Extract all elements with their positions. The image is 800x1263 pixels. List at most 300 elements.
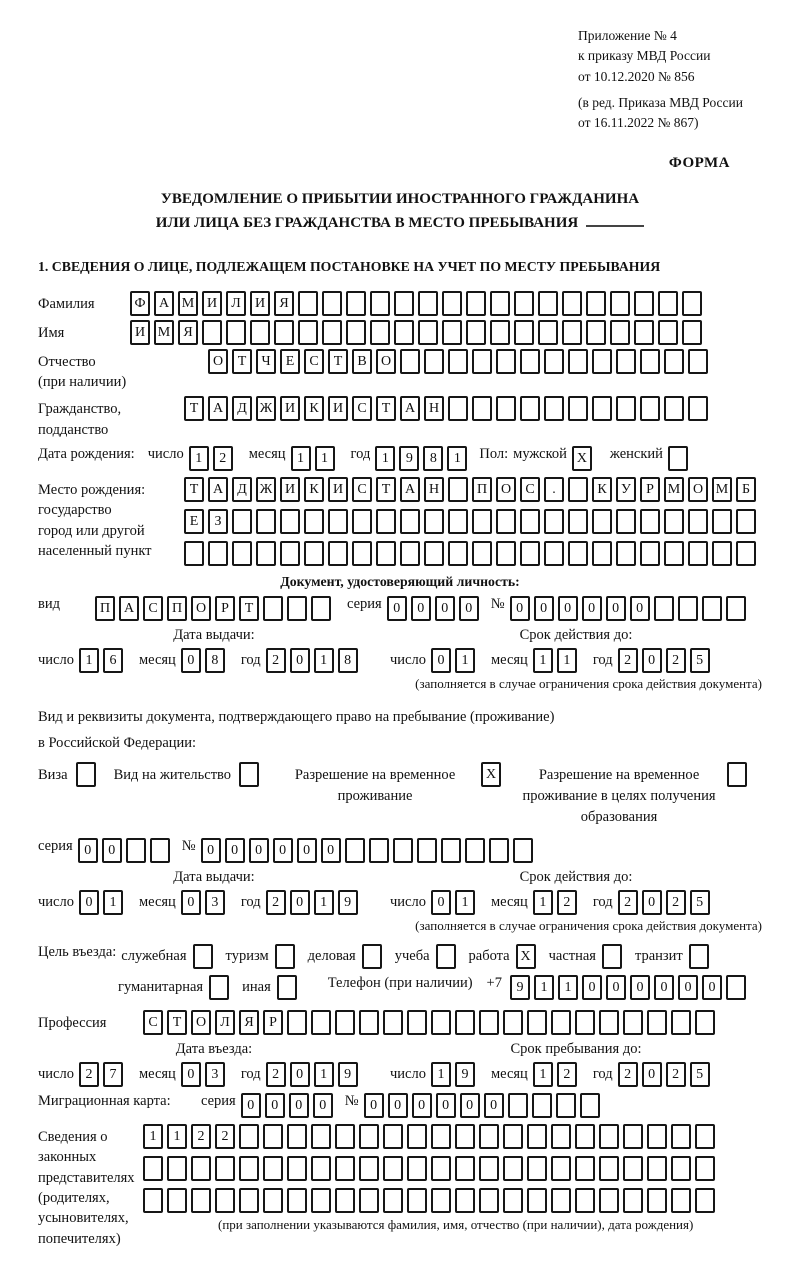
char-cell: И	[280, 396, 300, 421]
char-cell	[544, 541, 564, 566]
char-cell: 1	[557, 648, 577, 673]
option-temp-residence-education-label: Разрешение на временное проживание в целях получения образования	[522, 767, 716, 826]
char-cell: Т	[376, 396, 396, 421]
stay-doc-dates	[38, 869, 762, 938]
birth-year-cells	[375, 446, 471, 471]
char-cell	[688, 509, 708, 534]
char-cell	[538, 320, 558, 345]
char-cell	[671, 1010, 691, 1035]
char-cell	[208, 541, 228, 566]
purpose-humanitarian	[118, 975, 233, 1000]
char-cell: 0	[321, 838, 341, 863]
char-cell: М	[712, 477, 732, 502]
char-cell	[599, 1188, 619, 1213]
char-cell: И	[280, 477, 300, 502]
patronymic-label	[38, 349, 208, 393]
valid-date-group	[390, 627, 762, 696]
entry-date-group	[38, 1041, 390, 1087]
purpose-label: Цель въезда:	[38, 944, 117, 961]
header-line: от 10.12.2020 № 856	[578, 68, 695, 84]
char-cell: Ж	[256, 477, 276, 502]
char-cell	[514, 291, 534, 316]
patronymic-row	[38, 349, 762, 393]
char-cell: 1	[455, 890, 475, 915]
char-cell	[586, 291, 606, 316]
char-cell	[562, 320, 582, 345]
purpose-other-checkbox	[277, 975, 297, 1000]
char-cell	[383, 1124, 403, 1149]
representatives-label-line2: законных	[38, 1149, 97, 1166]
number-label: №	[181, 838, 196, 855]
char-cell	[479, 1188, 499, 1213]
char-cell	[682, 320, 702, 345]
char-cell: Р	[263, 1010, 283, 1035]
char-cell	[400, 349, 420, 374]
char-cell: 1	[533, 1062, 553, 1087]
purpose-transit	[635, 944, 713, 969]
char-cell	[455, 1010, 475, 1035]
char-cell	[634, 291, 654, 316]
sex-label: Пол:	[479, 445, 509, 462]
char-cell	[167, 1156, 187, 1181]
name-row	[38, 320, 762, 345]
year-label: год	[350, 445, 371, 462]
citizenship-label	[38, 396, 184, 440]
char-cell	[568, 477, 588, 502]
char-cell	[640, 396, 660, 421]
validity-note: (заполняется в случае ограничения срока действия документа)	[415, 675, 762, 691]
char-cell: 1	[533, 890, 553, 915]
char-cell	[311, 596, 331, 621]
char-cell	[466, 291, 486, 316]
char-cell	[280, 541, 300, 566]
char-cell	[490, 320, 510, 345]
char-cell: 0	[387, 596, 407, 621]
char-cell	[702, 596, 722, 621]
char-cell	[562, 291, 582, 316]
char-cell: 7	[103, 1062, 123, 1087]
char-cell: 5	[690, 1062, 710, 1087]
char-cell: С	[143, 1010, 163, 1035]
doc-number-cells	[510, 596, 750, 621]
stay-valid-date-heading: Срок действия до:	[519, 869, 633, 886]
char-cell	[544, 349, 564, 374]
char-cell	[298, 320, 318, 345]
purpose-official-checkbox	[193, 944, 213, 969]
char-cell: 2	[79, 1062, 99, 1087]
char-cell: 1	[447, 446, 467, 471]
year-label: год	[592, 651, 613, 668]
char-cell	[520, 541, 540, 566]
char-cell	[623, 1156, 643, 1181]
citizenship-label-line1: Гражданство,	[38, 401, 122, 418]
char-cell	[263, 1188, 283, 1213]
char-cell	[479, 1156, 499, 1181]
form-label: ФОРМА	[668, 155, 730, 172]
char-cell	[400, 541, 420, 566]
char-cell: 0	[289, 1093, 309, 1118]
char-cell: С	[520, 477, 540, 502]
birth-place-label-line1: Место рождения:	[38, 481, 146, 498]
purpose-business-label: деловая	[307, 948, 356, 965]
char-cell	[418, 320, 438, 345]
day-label: число	[390, 894, 426, 911]
char-cell: П	[95, 596, 115, 621]
char-cell: 0	[225, 838, 245, 863]
char-cell	[466, 320, 486, 345]
issue-month-cells	[181, 648, 229, 673]
char-cell	[232, 509, 252, 534]
entry-date-heading: Дата въезда:	[175, 1041, 253, 1058]
series-label: серия	[347, 595, 382, 612]
purpose-transit-label: транзит	[634, 948, 683, 965]
representatives-label-line3: представителях	[38, 1169, 135, 1186]
birth-place-label-line3: город или другой	[38, 522, 145, 539]
char-cell	[647, 1156, 667, 1181]
char-cell	[514, 320, 534, 345]
day-label: число	[390, 651, 426, 668]
purpose-private-checkbox	[602, 944, 622, 969]
char-cell: Б	[736, 477, 756, 502]
doc-kind-cells	[95, 596, 335, 621]
char-cell: 1	[79, 648, 99, 673]
char-cell	[311, 1156, 331, 1181]
stay-doc-number-cells	[201, 838, 537, 863]
issue-year-cells	[266, 648, 362, 673]
char-cell	[322, 291, 342, 316]
char-cell	[695, 1188, 715, 1213]
purpose-business-checkbox	[362, 944, 382, 969]
char-cell: М	[178, 291, 198, 316]
issue-date-line	[38, 648, 390, 673]
char-cell	[376, 541, 396, 566]
char-cell	[712, 509, 732, 534]
char-cell	[551, 1156, 571, 1181]
char-cell: 2	[266, 890, 286, 915]
char-cell	[407, 1010, 427, 1035]
purpose-humanitarian-checkbox	[209, 975, 229, 1000]
char-cell: Т	[328, 349, 348, 374]
option-temp-residence-checkbox: X	[481, 762, 501, 787]
char-cell: 1	[314, 648, 334, 673]
char-cell: 1	[375, 446, 395, 471]
purpose-other	[242, 975, 301, 1000]
char-cell	[647, 1010, 667, 1035]
char-cell	[202, 320, 222, 345]
char-cell	[383, 1156, 403, 1181]
char-cell	[424, 349, 444, 374]
char-cell: Е	[184, 509, 204, 534]
char-cell: 0	[313, 1093, 333, 1118]
char-cell	[335, 1124, 355, 1149]
doc-kind-label: вид	[38, 595, 60, 612]
char-cell	[538, 291, 558, 316]
stay-valid-date-line	[390, 890, 762, 915]
migration-card-label: Миграционная карта:	[38, 1093, 171, 1110]
char-cell	[455, 1124, 475, 1149]
char-cell	[393, 838, 413, 863]
char-cell	[352, 509, 372, 534]
birth-date-row	[38, 446, 762, 471]
char-cell	[726, 596, 746, 621]
char-cell	[418, 291, 438, 316]
surname-row	[38, 291, 762, 316]
char-cell: И	[328, 396, 348, 421]
stay-doc-intro-line1: Вид и реквизиты документа, подтверждающего право на пребывание (проживание)	[38, 708, 555, 725]
form-title-line1: УВЕДОМЛЕНИЕ О ПРИБЫТИИ ИНОСТРАННОГО ГРАЖДАНИНА	[160, 191, 640, 208]
purpose-work	[469, 944, 540, 969]
char-cell: А	[400, 477, 420, 502]
char-cell	[503, 1156, 523, 1181]
char-cell: 2	[618, 890, 638, 915]
char-cell	[335, 1188, 355, 1213]
purpose-tourism	[226, 944, 299, 969]
char-cell: 3	[205, 1062, 225, 1087]
stay-doc-intro-line2: в Российской Федерации:	[38, 735, 197, 752]
char-cell: И	[328, 477, 348, 502]
entry-year-cells	[266, 1062, 362, 1087]
char-cell	[664, 541, 684, 566]
representatives-cells-row3	[143, 1188, 719, 1213]
purpose-study-checkbox	[436, 944, 456, 969]
char-cell: К	[304, 477, 324, 502]
char-cell	[575, 1124, 595, 1149]
char-cell	[610, 291, 630, 316]
phone-cells	[510, 975, 750, 1000]
purpose-tourism-checkbox	[275, 944, 295, 969]
birth-place-cells-row1	[184, 477, 760, 502]
representatives-label-line4: (родителях,	[38, 1190, 110, 1207]
phone-prefix: +7	[486, 975, 502, 992]
purpose-official	[121, 944, 216, 969]
char-cell	[359, 1188, 379, 1213]
char-cell	[623, 1010, 643, 1035]
char-cell	[448, 349, 468, 374]
char-cell	[441, 838, 461, 863]
entry-day-cells	[79, 1062, 127, 1087]
option-visa-label: Виза	[38, 767, 68, 784]
char-cell	[592, 396, 612, 421]
char-cell	[383, 1188, 403, 1213]
representatives-cells-row1	[143, 1124, 719, 1149]
char-cell	[465, 838, 485, 863]
char-cell	[654, 596, 674, 621]
char-cell: 2	[618, 1062, 638, 1087]
valid-date-line	[390, 648, 762, 673]
char-cell	[599, 1124, 619, 1149]
char-cell: 0	[460, 1093, 480, 1118]
char-cell: 1	[534, 975, 554, 1000]
char-cell: С	[352, 477, 372, 502]
char-cell: А	[208, 477, 228, 502]
char-cell	[369, 838, 389, 863]
year-label: год	[240, 651, 261, 668]
char-cell	[226, 320, 246, 345]
char-cell	[616, 349, 636, 374]
char-cell: А	[208, 396, 228, 421]
char-cell	[616, 396, 636, 421]
day-label: число	[390, 1066, 426, 1083]
entry-month-cells	[181, 1062, 229, 1087]
char-cell: 1	[315, 446, 335, 471]
char-cell	[490, 291, 510, 316]
stay-valid-month-cells	[533, 890, 581, 915]
char-cell: 0	[606, 975, 626, 1000]
char-cell	[671, 1124, 691, 1149]
char-cell	[544, 509, 564, 534]
char-cell: С	[304, 349, 324, 374]
char-cell: 5	[690, 890, 710, 915]
char-cell: О	[191, 596, 211, 621]
purpose-tourism-label: туризм	[225, 948, 269, 965]
char-cell	[658, 320, 678, 345]
purpose-other-label: иная	[242, 979, 271, 996]
char-cell	[682, 291, 702, 316]
char-cell	[335, 1010, 355, 1035]
char-cell	[695, 1124, 715, 1149]
char-cell	[496, 509, 516, 534]
stay-valid-date-group	[390, 869, 762, 938]
issue-day-cells	[79, 648, 127, 673]
profession-cells	[143, 1010, 719, 1035]
char-cell	[580, 1093, 600, 1118]
char-cell	[688, 396, 708, 421]
series-label: серия	[38, 838, 73, 855]
char-cell	[568, 541, 588, 566]
identity-doc-heading: Документ, удостоверяющий личность:	[280, 573, 520, 589]
char-cell: Т	[376, 477, 396, 502]
char-cell: 0	[510, 596, 530, 621]
purpose-work-label: работа	[468, 948, 510, 965]
char-cell	[448, 477, 468, 502]
char-cell: 1	[291, 446, 311, 471]
char-cell	[256, 509, 276, 534]
char-cell: 0	[249, 838, 269, 863]
char-cell: 0	[582, 975, 602, 1000]
char-cell: 0	[241, 1093, 261, 1118]
migration-card-series-cells	[241, 1093, 337, 1118]
birth-place-cells-block	[184, 477, 760, 566]
char-cell	[688, 541, 708, 566]
char-cell	[647, 1188, 667, 1213]
char-cell: 9	[338, 1062, 358, 1087]
citizenship-label-line2: подданство	[38, 421, 109, 438]
char-cell	[370, 320, 390, 345]
char-cell: 2	[266, 1062, 286, 1087]
char-cell	[263, 596, 283, 621]
char-cell: 0	[102, 838, 122, 863]
identity-doc-row	[38, 596, 762, 621]
char-cell: 2	[215, 1124, 235, 1149]
char-cell: 1	[314, 1062, 334, 1087]
valid-month-cells	[533, 648, 581, 673]
char-cell: 1	[189, 446, 209, 471]
char-cell: 0	[630, 596, 650, 621]
char-cell: И	[250, 291, 270, 316]
char-cell	[664, 349, 684, 374]
char-cell: О	[208, 349, 228, 374]
char-cell: 8	[338, 648, 358, 673]
char-cell	[287, 1156, 307, 1181]
char-cell	[442, 291, 462, 316]
char-cell	[455, 1188, 475, 1213]
char-cell	[335, 1156, 355, 1181]
char-cell	[448, 396, 468, 421]
char-cell	[407, 1124, 427, 1149]
char-cell	[359, 1156, 379, 1181]
purpose-private	[549, 944, 626, 969]
char-cell	[448, 509, 468, 534]
char-cell: 2	[191, 1124, 211, 1149]
month-label: месяц	[490, 1066, 528, 1083]
name-label: Имя	[38, 324, 65, 341]
char-cell: 0	[79, 890, 99, 915]
month-label: месяц	[490, 894, 528, 911]
char-cell	[695, 1156, 715, 1181]
char-cell	[527, 1124, 547, 1149]
issue-date-heading: Дата выдачи:	[173, 626, 255, 643]
char-cell: 1	[167, 1124, 187, 1149]
representatives-label	[38, 1124, 143, 1249]
char-cell	[424, 509, 444, 534]
char-cell	[568, 349, 588, 374]
representatives-cells-block	[143, 1124, 719, 1233]
char-cell	[143, 1156, 163, 1181]
char-cell: О	[688, 477, 708, 502]
day-label: число	[38, 1066, 74, 1083]
char-cell	[671, 1156, 691, 1181]
char-cell: 0	[431, 648, 451, 673]
char-cell: П	[472, 477, 492, 502]
representatives-row	[38, 1124, 762, 1249]
char-cell: Т	[232, 349, 252, 374]
char-cell	[407, 1188, 427, 1213]
purpose-official-label: служебная	[121, 948, 187, 965]
char-cell	[167, 1188, 187, 1213]
stay-doc-series-cells	[78, 838, 174, 863]
char-cell	[287, 1188, 307, 1213]
birth-place-cells-row3	[184, 541, 760, 566]
number-label: №	[490, 595, 505, 612]
char-cell: А	[400, 396, 420, 421]
birth-month-cells	[291, 446, 339, 471]
char-cell: М	[664, 477, 684, 502]
char-cell: 0	[265, 1093, 285, 1118]
char-cell: 9	[510, 975, 530, 1000]
char-cell	[551, 1188, 571, 1213]
char-cell	[184, 541, 204, 566]
char-cell	[304, 509, 324, 534]
char-cell: Л	[215, 1010, 235, 1035]
patronymic-label-line2: (при наличии)	[38, 374, 127, 391]
char-cell	[370, 291, 390, 316]
char-cell: 2	[666, 648, 686, 673]
char-cell: 0	[181, 1062, 201, 1087]
sex-female-label: женский	[609, 445, 663, 462]
char-cell	[678, 596, 698, 621]
char-cell: 0	[364, 1093, 384, 1118]
char-cell: И	[202, 291, 222, 316]
form-title	[38, 188, 762, 235]
char-cell: 0	[582, 596, 602, 621]
char-cell: Ж	[256, 396, 276, 421]
option-temp-residence-label: Разрешение на временное проживание	[294, 767, 456, 805]
purpose-private-label: частная	[548, 948, 596, 965]
char-cell: 0	[642, 890, 662, 915]
char-cell: П	[167, 596, 187, 621]
char-cell	[520, 396, 540, 421]
char-cell	[623, 1188, 643, 1213]
